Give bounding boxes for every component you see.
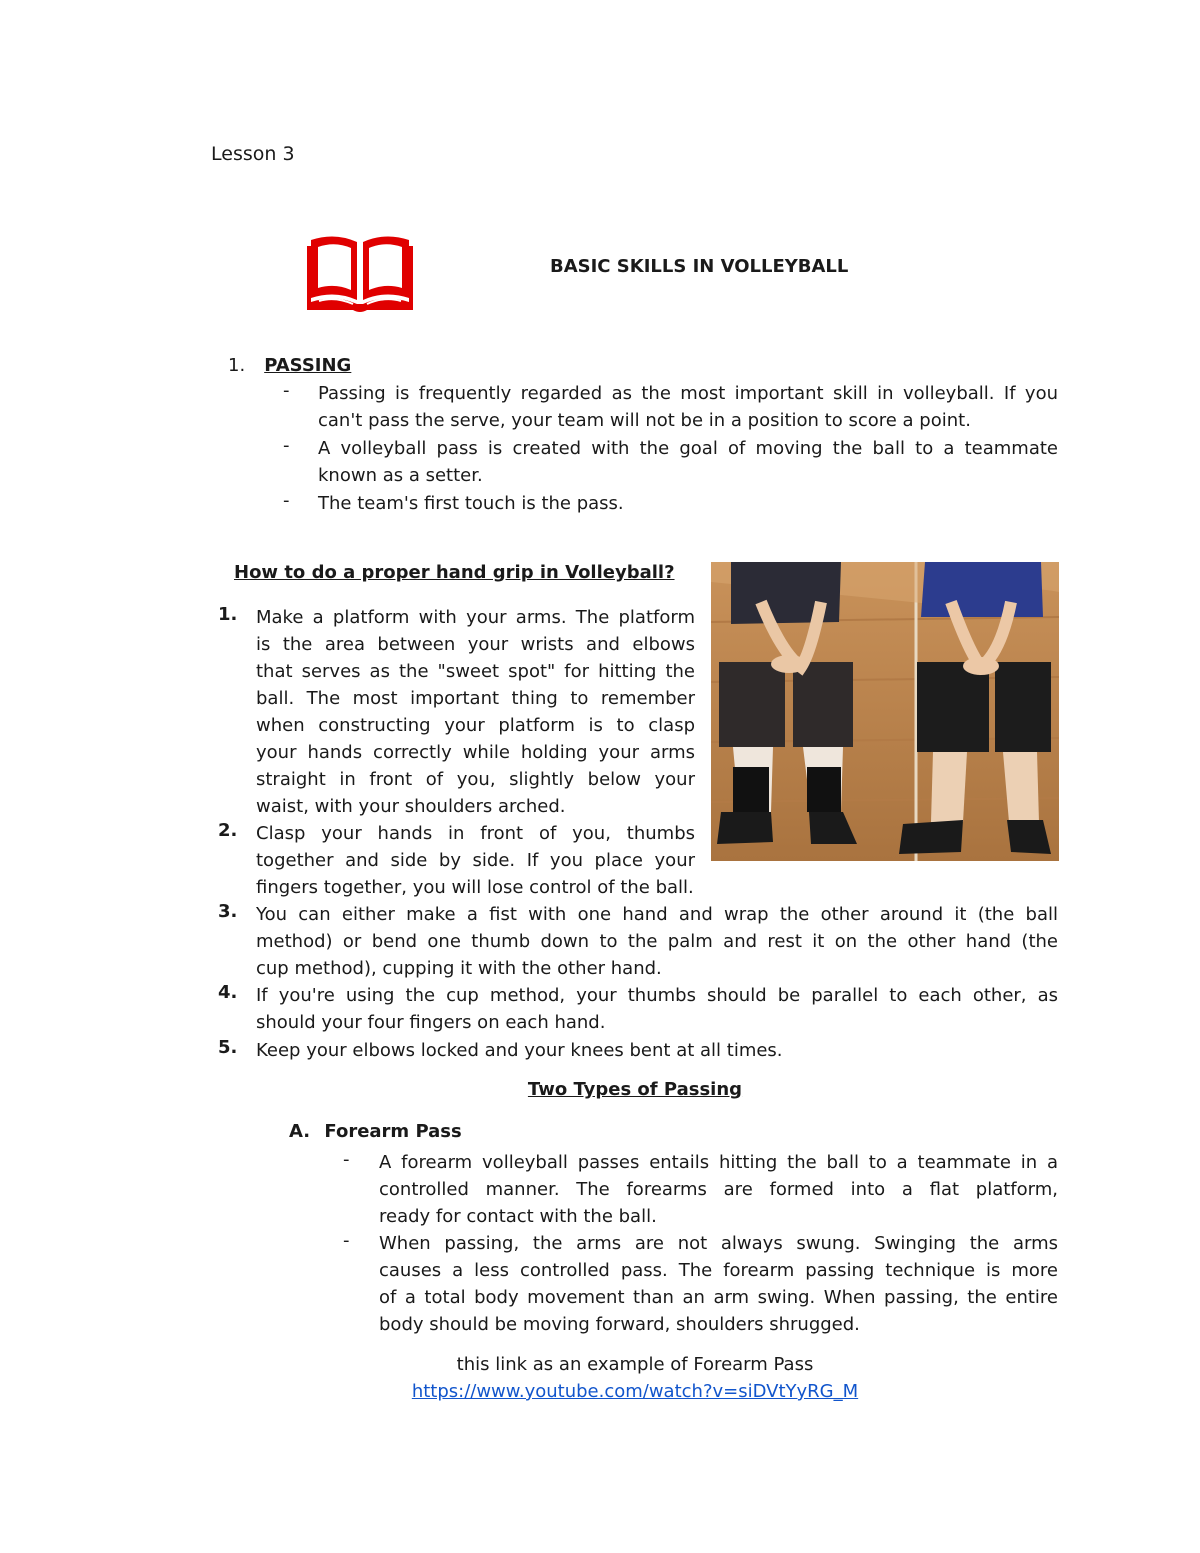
forearm-bullet-2-line-2: causes a less controlled pass. The forearm passing technique is more <box>379 1260 1058 1281</box>
grip-photo <box>711 562 1059 861</box>
forearm-letter: A. <box>289 1121 311 1142</box>
bullet-dash: - <box>343 1149 350 1170</box>
step-1-line-8: waist, with your shoulders arched. <box>256 796 566 817</box>
types-heading: Two Types of Passing <box>527 1079 743 1100</box>
step-1-line-6: your hands correctly while holding your arms <box>256 742 695 763</box>
step-3-line-2: method) or bend one thumb down to the palm and rest it on the other hand (the <box>256 931 1058 952</box>
step-number: 5. <box>218 1037 238 1058</box>
forearm-heading <box>289 1121 462 1142</box>
page-title: BASIC SKILLS IN VOLLEYBALL <box>550 256 849 277</box>
forearm-bullet-2-line-3: of a total body movement than an arm swing. When passing, the entire <box>379 1287 1058 1308</box>
passing-bullet-1-line-1: Passing is frequently regarded as the most important skill in volleyball. If you <box>318 383 1058 404</box>
bullet-dash: - <box>283 490 290 511</box>
step-3-line-3: cup method), cupping it with the other hand. <box>256 958 662 979</box>
forearm-bullet-1-line-2: controlled manner. The forearms are formed into a flat platform, <box>379 1179 1058 1200</box>
youtube-link[interactable]: https://www.youtube.com/watch?v=siDVtYyRG_M <box>411 1381 859 1402</box>
step-1-line-5: when constructing your platform is to clasp <box>256 715 695 736</box>
forearm-label: Forearm Pass <box>324 1121 462 1142</box>
step-1-line-3: that serves as the "sweet spot" for hitting the <box>256 661 695 682</box>
forearm-bullet-1-line-3: ready for contact with the ball. <box>379 1206 657 1227</box>
passing-bullet-1-line-2: can't pass the serve, your team will not be in a position to score a point. <box>318 410 971 431</box>
step-5-line-1: Keep your elbows locked and your knees bent at all times. <box>256 1040 783 1061</box>
forearm-bullet-1-line-1: A forearm volleyball passes entails hitting the ball to a teammate in a <box>379 1152 1058 1173</box>
step-1-line-4: ball. The most important thing to remember <box>256 688 695 709</box>
step-3-line-1: You can either make a fist with one hand and wrap the other around it (the ball <box>256 904 1058 925</box>
step-1-line-7: straight in front of you, slightly below your <box>256 769 695 790</box>
book-icon <box>307 232 413 312</box>
link-caption: this link as an example of Forearm Pass <box>456 1354 814 1375</box>
passing-number: 1. <box>228 355 246 376</box>
step-number: 2. <box>218 820 238 841</box>
passing-bullet-3-line-1: The team's first touch is the pass. <box>318 493 624 514</box>
step-2-line-2: together and side by side. If you place your <box>256 850 695 871</box>
passing-bullet-2-line-1: A volleyball pass is created with the goal of moving the ball to a teammate <box>318 438 1058 459</box>
forearm-bullet-2-line-4: body should be moving forward, shoulders shrugged. <box>379 1314 860 1335</box>
passing-heading <box>228 355 351 376</box>
step-4-line-1: If you're using the cup method, your thumbs should be parallel to each other, as <box>256 985 1058 1006</box>
step-2-line-1: Clasp your hands in front of you, thumbs <box>256 823 695 844</box>
step-1-line-2: is the area between your wrists and elbows <box>256 634 695 655</box>
step-number: 3. <box>218 901 238 922</box>
grip-heading: How to do a proper hand grip in Volleyball? <box>234 562 675 583</box>
step-1-line-1: Make a platform with your arms. The platform <box>256 607 695 628</box>
passing-label: PASSING <box>264 355 352 376</box>
bullet-dash: - <box>283 435 290 456</box>
step-number: 1. <box>218 604 238 625</box>
bullet-dash: - <box>283 380 290 401</box>
step-number: 4. <box>218 982 238 1003</box>
passing-bullet-2-line-2: known as a setter. <box>318 465 483 486</box>
forearm-bullet-2-line-1: When passing, the arms are not always swung. Swinging the arms <box>379 1233 1058 1254</box>
lesson-label: Lesson 3 <box>211 143 295 165</box>
link-row <box>0 1381 1200 1402</box>
step-2-line-3: fingers together, you will lose control of the ball. <box>256 877 694 898</box>
step-4-line-2: should your four fingers on each hand. <box>256 1012 606 1033</box>
bullet-dash: - <box>343 1230 350 1251</box>
